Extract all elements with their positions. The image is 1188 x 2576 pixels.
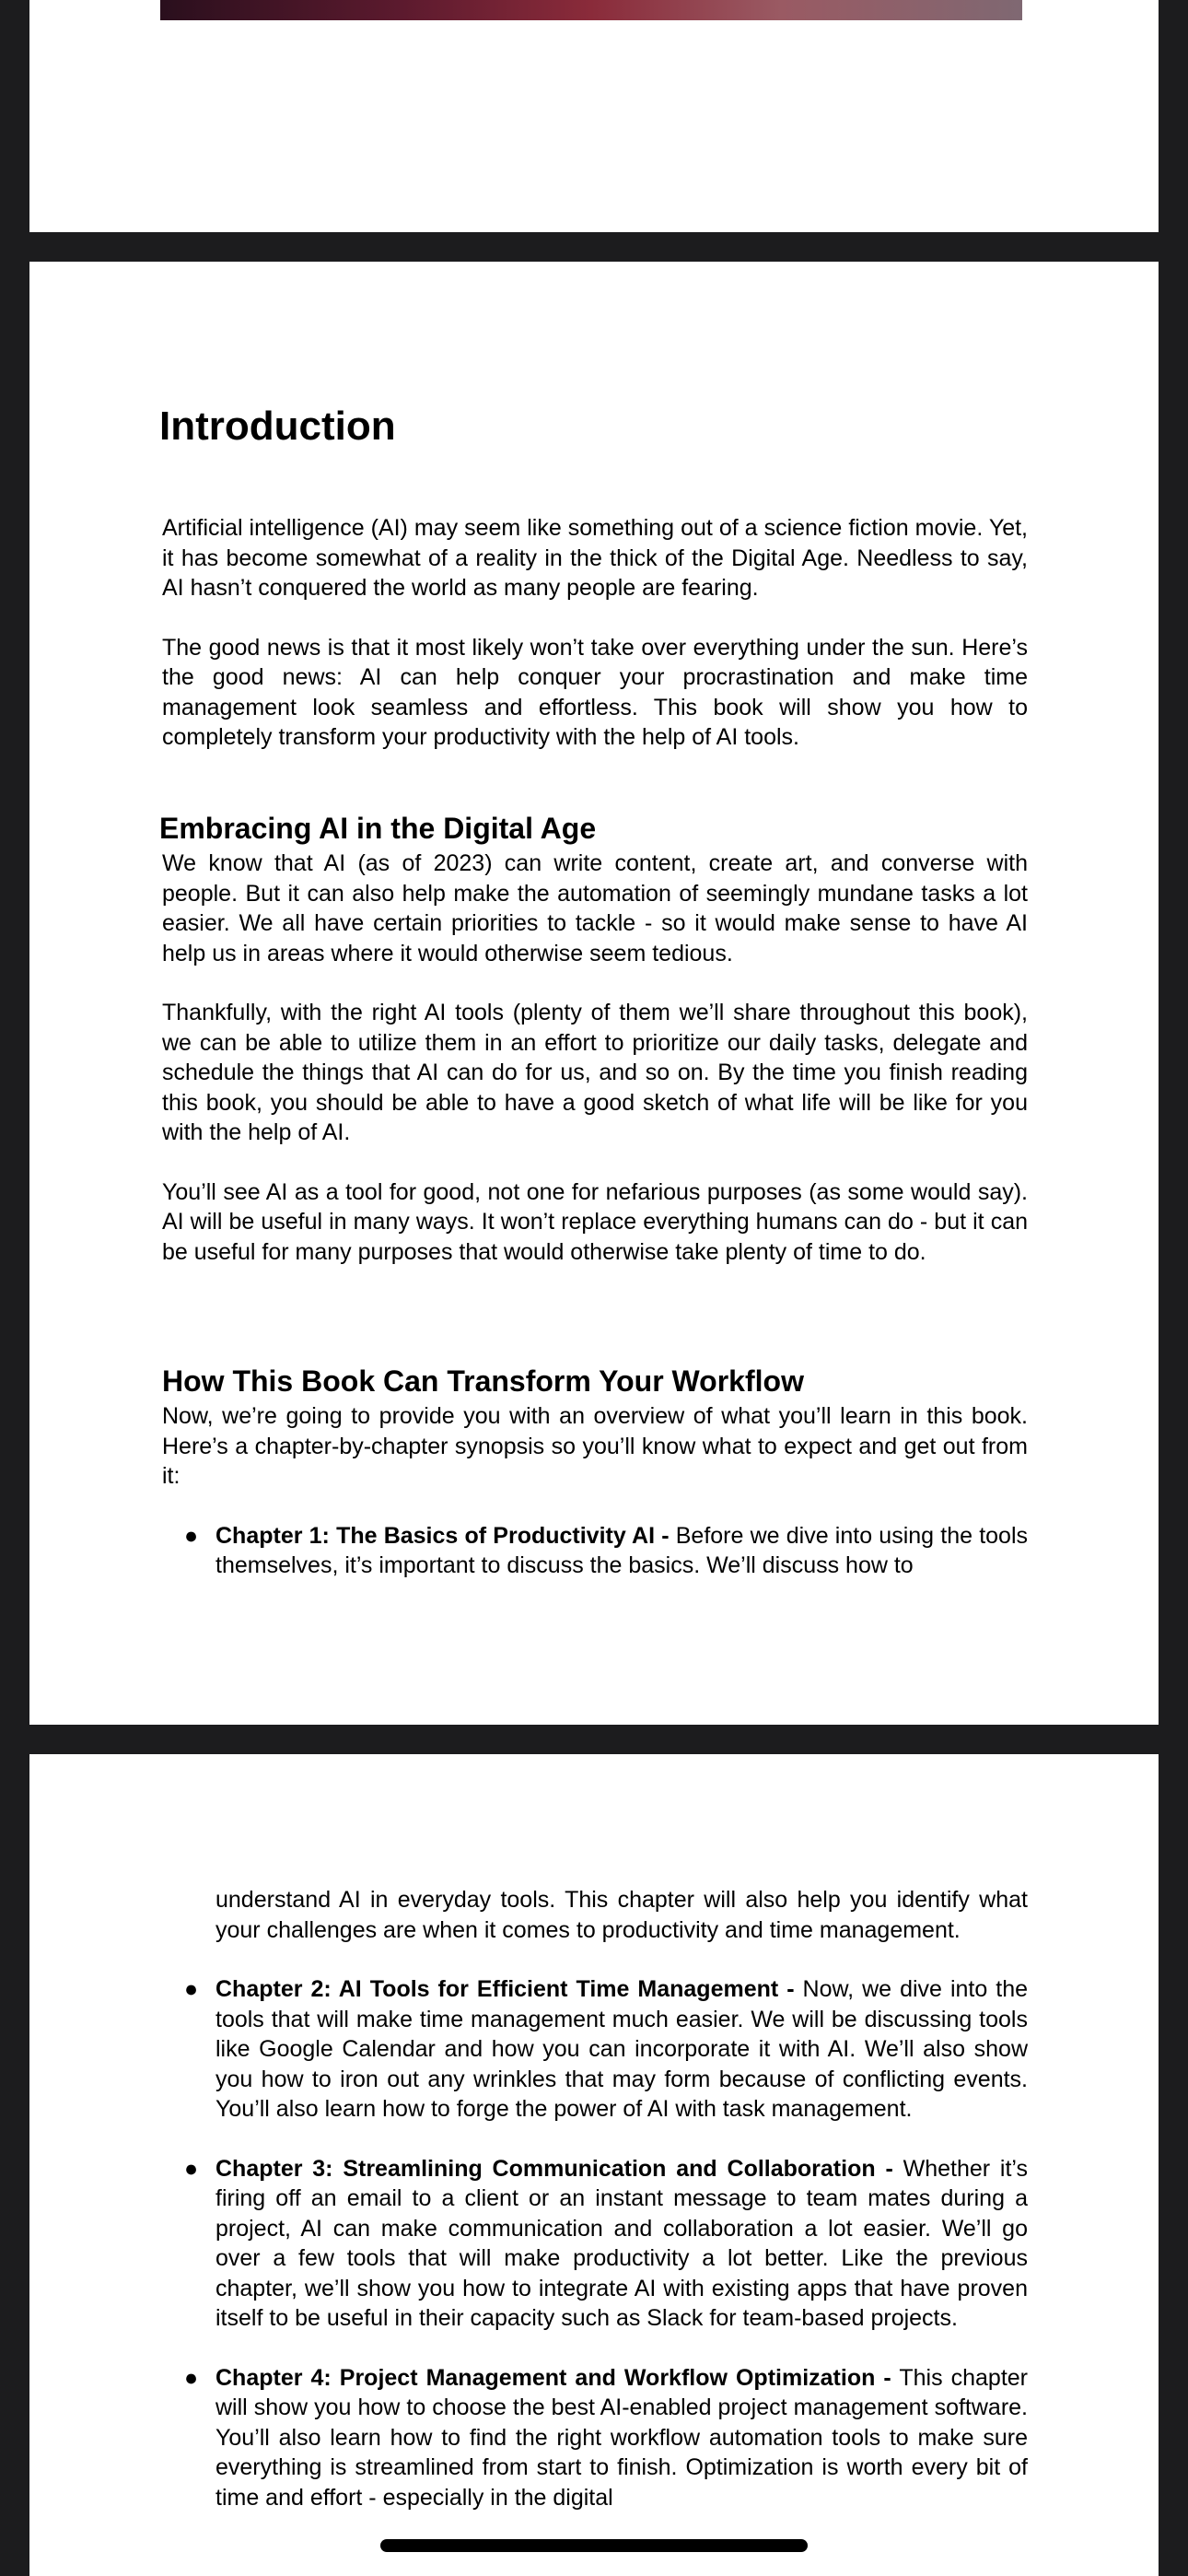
page-title: Introduction bbox=[159, 404, 396, 449]
section-heading-block bbox=[162, 1364, 1028, 1399]
list-item bbox=[162, 1974, 1028, 2125]
page-content bbox=[159, 403, 1028, 451]
home-indicator[interactable] bbox=[380, 2539, 808, 2552]
chapter-title: Chapter 3: Streamlining Communication and Collaboration - bbox=[215, 2155, 893, 2182]
document-page-introduction bbox=[29, 262, 1159, 1725]
cover-image-band bbox=[160, 0, 1022, 20]
bullet-icon: ● bbox=[184, 2364, 199, 2391]
intro-paragraph: Artificial intelligence (AI) may seem like something out of a science fiction movie. Yet, it has become somewhat of a reality in the thick of the Digital Age. Needless to say, AI hasn’t conquered the world as many people are fearing. bbox=[162, 515, 1028, 601]
document-page-chapters bbox=[29, 1754, 1159, 2576]
chapter-description: Before we dive into using the tools themselves, it’s important to discuss the basics. We’ll discuss how to bbox=[215, 1522, 1028, 1578]
section-paragraph: We know that AI (as of 2023) can write content, create art, and converse with people. But it can also help make the automation of seemingly mundane tasks a lot easier. We all have certain priorities to tackle - so it would make sense to have AI help us in areas where it would otherwise seem tedious. bbox=[162, 850, 1028, 966]
list-item bbox=[162, 2363, 1028, 2513]
intro-block bbox=[162, 513, 1028, 753]
chapter-title: Chapter 4: Project Management and Workflow Optimization - bbox=[215, 2364, 891, 2391]
bullet-icon: ● bbox=[184, 1522, 199, 1549]
intro-paragraph: The good news is that it most likely won’t take over everything under the sun. Here’s the good news: AI can help conquer your procrastination and make time management look seamless and effortless. This book will show you how to completely transform your productivity with the help of AI tools. bbox=[162, 634, 1028, 750]
chapter-title: Chapter 1: The Basics of Productivity AI - bbox=[215, 1522, 670, 1549]
list-item bbox=[162, 2154, 1028, 2334]
chapter-list bbox=[162, 1974, 1028, 2512]
chapter-description: Whether it’s firing off an email to a client or an instant message to team mates during a project, AI can make communication and collaboration a lot easier. We’ll go over a few tools that will make productivity a lot better. Like the previous chapter, we’ll show you how to integrate AI with existing apps that have proven itself to be useful in their capacity such as Slack for team-based projects. bbox=[215, 2155, 1028, 2331]
document-page-cover bbox=[29, 0, 1159, 232]
section-heading: Embracing AI in the Digital Age bbox=[159, 812, 597, 845]
section2-block bbox=[162, 1401, 1028, 1610]
bullet-icon: ● bbox=[184, 2155, 199, 2182]
chapter-description: This chapter will show you how to choose the best AI-enabled project management software. You’ll also learn how to find the right workflow automation tools to make sure everything is streamlined from start to finish. Optimization is worth every bit of time and effort - especially in the digital bbox=[215, 2364, 1029, 2511]
section-paragraph: Now, we’re going to provide you with an overview of what you’ll learn in this book. Here’s a chapter-by-chapter synopsis so you’ll know what to expect and get out from it: bbox=[162, 1403, 1028, 1489]
section1-block bbox=[162, 849, 1028, 1267]
chapter-description: Now, we dive into the tools that will make time management much easier. We will be discussing tools like Google Calendar and how you can incorporate it with AI. We’ll also show you how to iron out any wrinkles that may form because of conflicting events. You’ll also learn how to forge the power of AI with task management. bbox=[215, 1976, 1029, 2122]
chapter-title: Chapter 2: AI Tools for Efficient Time Management - bbox=[215, 1976, 795, 2002]
bullet-icon: ● bbox=[184, 1976, 199, 2002]
section-paragraph: Thankfully, with the right AI tools (plenty of them we’ll share throughout this book), we can be able to utilize them in an effort to prioritize our daily tasks, delegate and schedule the things that AI can do for us, and so on. By the time you finish reading this book, you should be able to have a good sketch of what life will be like for you with the help of AI. bbox=[162, 1000, 1028, 1145]
chapter-list-continued bbox=[162, 1885, 1028, 2542]
section-heading-block bbox=[159, 812, 1025, 846]
chapter-description: understand AI in everyday tools. This chapter will also help you identify what your challenges are when it comes to productivity and time management. bbox=[215, 1887, 1028, 1943]
chapter-list bbox=[162, 1521, 1028, 1581]
section-heading: How This Book Can Transform Your Workflow bbox=[162, 1364, 804, 1398]
section-paragraph: You’ll see AI as a tool for good, not one for nefarious purposes (as some would say). AI will be useful in many ways. It won’t replace everything humans can do - but it can be useful for many purposes that would otherwise take plenty of time to do. bbox=[162, 1178, 1028, 1265]
list-item bbox=[162, 1521, 1028, 1581]
